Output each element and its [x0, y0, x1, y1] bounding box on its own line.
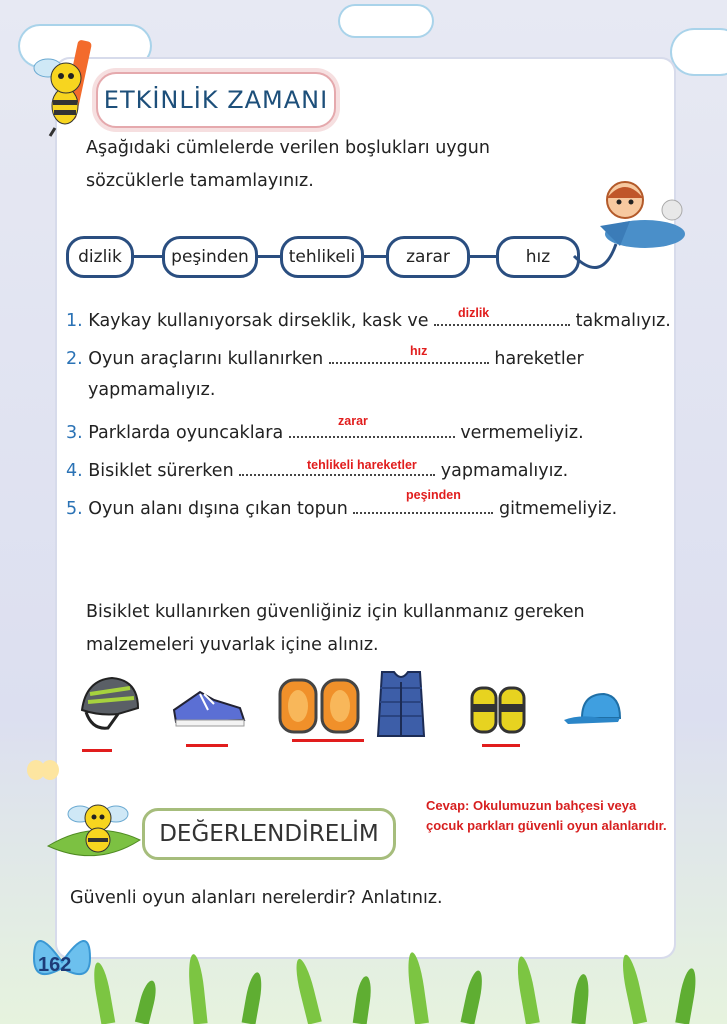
answer-text: hız	[410, 344, 428, 358]
activity-title: ETKİNLİK ZAMANI	[103, 86, 329, 114]
word-chip: tehlikeli	[280, 236, 364, 278]
butterfly-icon	[26, 758, 60, 788]
question-row: 5. Oyun alanı dışına çıkan topun gitmemeliyiz.	[66, 499, 618, 519]
question-row: 3. Parklarda oyuncaklara vermemeliyiz.	[66, 423, 584, 443]
word-chain	[66, 236, 626, 278]
question-continuation: yapmamalıyız.	[88, 380, 216, 400]
elbow-pads-icon	[470, 686, 526, 736]
word-chip: zarar	[386, 236, 470, 278]
word-chip: hız	[496, 236, 580, 278]
evaluation-title: DEĞERLENDİRELİM	[159, 821, 379, 847]
circle-mark	[292, 739, 364, 742]
chain-connector	[572, 234, 622, 284]
circle-mark	[82, 749, 112, 752]
activity-instruction: Aşağıdaki cümlelerde verilen boşlukları uygun sözcüklerle tamamlayınız.	[86, 138, 490, 191]
answer-text: peşinden	[406, 488, 461, 502]
answer-text: zarar	[338, 414, 368, 428]
evaluation-answer: Cevap: Okulumuzun bahçesi veya çocuk parkları güvenli oyun alanlarıdır.	[426, 798, 667, 833]
page-number-badge	[30, 928, 94, 992]
helmet-icon	[78, 674, 142, 734]
bike-task-instruction: Bisiklet kullanırken güvenliğiniz için kullanmanız gereken malzemeleri yuvarlak içine alınız.	[86, 602, 585, 655]
vest-icon	[374, 668, 428, 740]
circle-mark	[482, 744, 520, 747]
word-chip: dizlik	[66, 236, 134, 278]
question-row: 2. Oyun araçlarını kullanırken hareketler	[66, 349, 584, 369]
cap-icon	[560, 690, 624, 730]
question-row: 1. Kaykay kullanıyorsak dirseklik, kask ve takmalıyız.	[66, 311, 671, 331]
cloud-decoration	[340, 6, 432, 36]
circle-mark	[186, 744, 228, 747]
word-chip: peşinden	[162, 236, 258, 278]
answer-text: dizlik	[458, 306, 490, 320]
answer-text: tehlikeli hareketler	[307, 458, 417, 472]
question-row: 4. Bisiklet sürerken yapmamalıyız.	[66, 461, 569, 481]
bee-leaf-icon	[44, 796, 144, 876]
evaluation-question: Güvenli oyun alanları nerelerdir? Anlatınız.	[70, 888, 443, 908]
sneakers-icon	[170, 680, 250, 730]
activity-title-box	[96, 72, 336, 128]
knee-pads-icon	[276, 676, 362, 736]
grass-decoration	[0, 950, 727, 1024]
evaluation-title-box	[142, 808, 396, 860]
bee-pencil-icon	[30, 38, 100, 138]
cloud-decoration	[672, 30, 727, 74]
page-number: 162	[38, 954, 72, 976]
